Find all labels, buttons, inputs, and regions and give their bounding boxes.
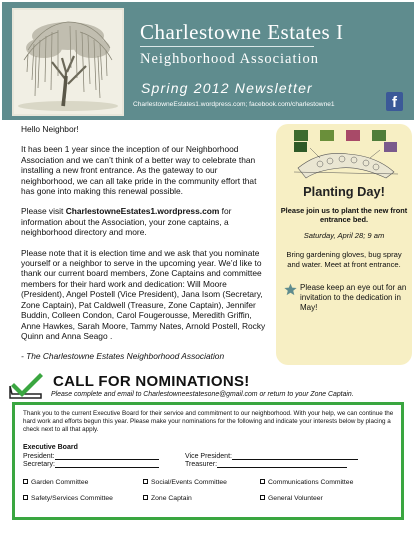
- committee-label: Garden Committee: [31, 479, 89, 486]
- committee-option[interactable]: [143, 479, 227, 486]
- nominations-instruction: Please complete and email to Charlestowneestatesone@gmail.com or return to your Zone Captain.: [51, 391, 354, 398]
- planting-day-heading: Planting Day!: [303, 184, 385, 199]
- tree-illustration: [14, 10, 122, 114]
- anniversary-paragraph: It has been 1 year since the inception of our Neighborhood Association and we can’t think of a better way to celebrate than installing a new front entrance. As the gateway to our neighborhood, we can all take pride in the community effort that has gone into making this renewal possible.: [21, 144, 257, 197]
- planting-instructions: Bring gardening gloves, bug spray and water. Meet at front entrance.: [286, 250, 402, 269]
- secretary-input[interactable]: [55, 461, 159, 468]
- committee-label: Communications Committee: [268, 479, 354, 486]
- issue-name: Spring 2012 Newsletter: [141, 80, 313, 96]
- star-icon: [284, 283, 297, 296]
- committee-label: Safety/Services Committee: [31, 495, 113, 502]
- letter-column: [21, 124, 269, 372]
- vice-president-input[interactable]: [232, 453, 358, 460]
- landscape-plan-image: [290, 128, 402, 182]
- checkbox[interactable]: [143, 495, 148, 500]
- oak-tree-image: [12, 8, 124, 116]
- facebook-icon[interactable]: f: [386, 92, 403, 111]
- dedication-note: Please keep an eye out for an invitation to the dedication in May!: [300, 283, 407, 312]
- committee-label: Zone Captain: [151, 495, 192, 502]
- masthead: [2, 2, 414, 120]
- form-intro: Thank you to the current Executive Board for their service and commitment to our neighborhood. With your help, we can continue the hard work and efforts begun this year. Please make your nominations for the following and indicate your interests below by placing a check next to all that apply.: [23, 410, 394, 433]
- committee-label: Social/Events Committee: [151, 479, 227, 486]
- website-paragraph: [21, 206, 269, 237]
- president-input[interactable]: [55, 453, 159, 460]
- treasurer-label: Treasurer:: [185, 461, 218, 468]
- committee-option[interactable]: [260, 479, 353, 486]
- nominations-heading: CALL FOR NOMINATIONS!: [53, 373, 250, 390]
- committee-label: General Volunteer: [268, 495, 323, 502]
- website-link[interactable]: CharlestowneEstates1.wordpress.com: [65, 206, 220, 217]
- nomination-form: [12, 402, 404, 520]
- checkbox[interactable]: [23, 495, 28, 500]
- committee-option[interactable]: [143, 495, 192, 502]
- election-paragraph: Please note that it is election time and we ask that you nominate yourself or a neighbor to serve in the upcoming year. We’d like to thank our current board members, Zone Captains and committee members for their hard work and dedication: Will Moore (President), Angel Postell (Vice President), Jana Isom (Secretary, Zone Captain), Pat Caldwell (Treasure, Zone Captain), Jennifer Buddin, Colleen Condon, Carol Fougerousse, Meredith Griffin, Anne Hawkes, Sarah Moore, Tammy Nates, Arnold Postell, Rocky Quinn and Anna Seago .: [21, 247, 266, 341]
- checkmark-icon: [8, 372, 44, 400]
- president-label: President:: [23, 453, 55, 460]
- signature: - The Charlestowne Estates Neighborhood Association: [21, 351, 225, 362]
- checkbox[interactable]: [143, 479, 148, 484]
- treasurer-field: [185, 461, 347, 468]
- web-links[interactable]: CharlestowneEstates1.wordpress.com; facebook.com/charlestowne1: [133, 101, 335, 108]
- planting-date: Saturday, April 28; 9 am: [303, 231, 385, 240]
- checkbox[interactable]: [260, 495, 265, 500]
- website-intro: Please visit: [21, 206, 66, 217]
- planting-invite: Please join us to plant the new front entrance bed.: [280, 206, 408, 224]
- committee-option[interactable]: [23, 495, 113, 502]
- committee-option[interactable]: [23, 479, 88, 486]
- newsletter-title: Charlestowne Estates I: [140, 20, 344, 44]
- association-name: Neighborhood Association: [140, 51, 320, 67]
- vice-president-label: Vice President:: [185, 453, 232, 460]
- checkbox[interactable]: [23, 479, 28, 484]
- secretary-label: Secretary:: [23, 461, 55, 468]
- executive-board-heading: Executive Board: [23, 444, 78, 451]
- planting-day-panel: [276, 124, 412, 365]
- committee-option[interactable]: [260, 495, 323, 502]
- title-divider: [140, 46, 314, 47]
- vice-president-field: [185, 453, 358, 460]
- website-outro: for information about the Association, your zone captains, a neighborhood directory and more.: [21, 206, 232, 238]
- treasurer-input[interactable]: [217, 461, 347, 468]
- president-field: [23, 453, 159, 460]
- checkbox[interactable]: [260, 479, 265, 484]
- greeting: Hello Neighbor!: [21, 124, 79, 134]
- secretary-field: [23, 461, 159, 468]
